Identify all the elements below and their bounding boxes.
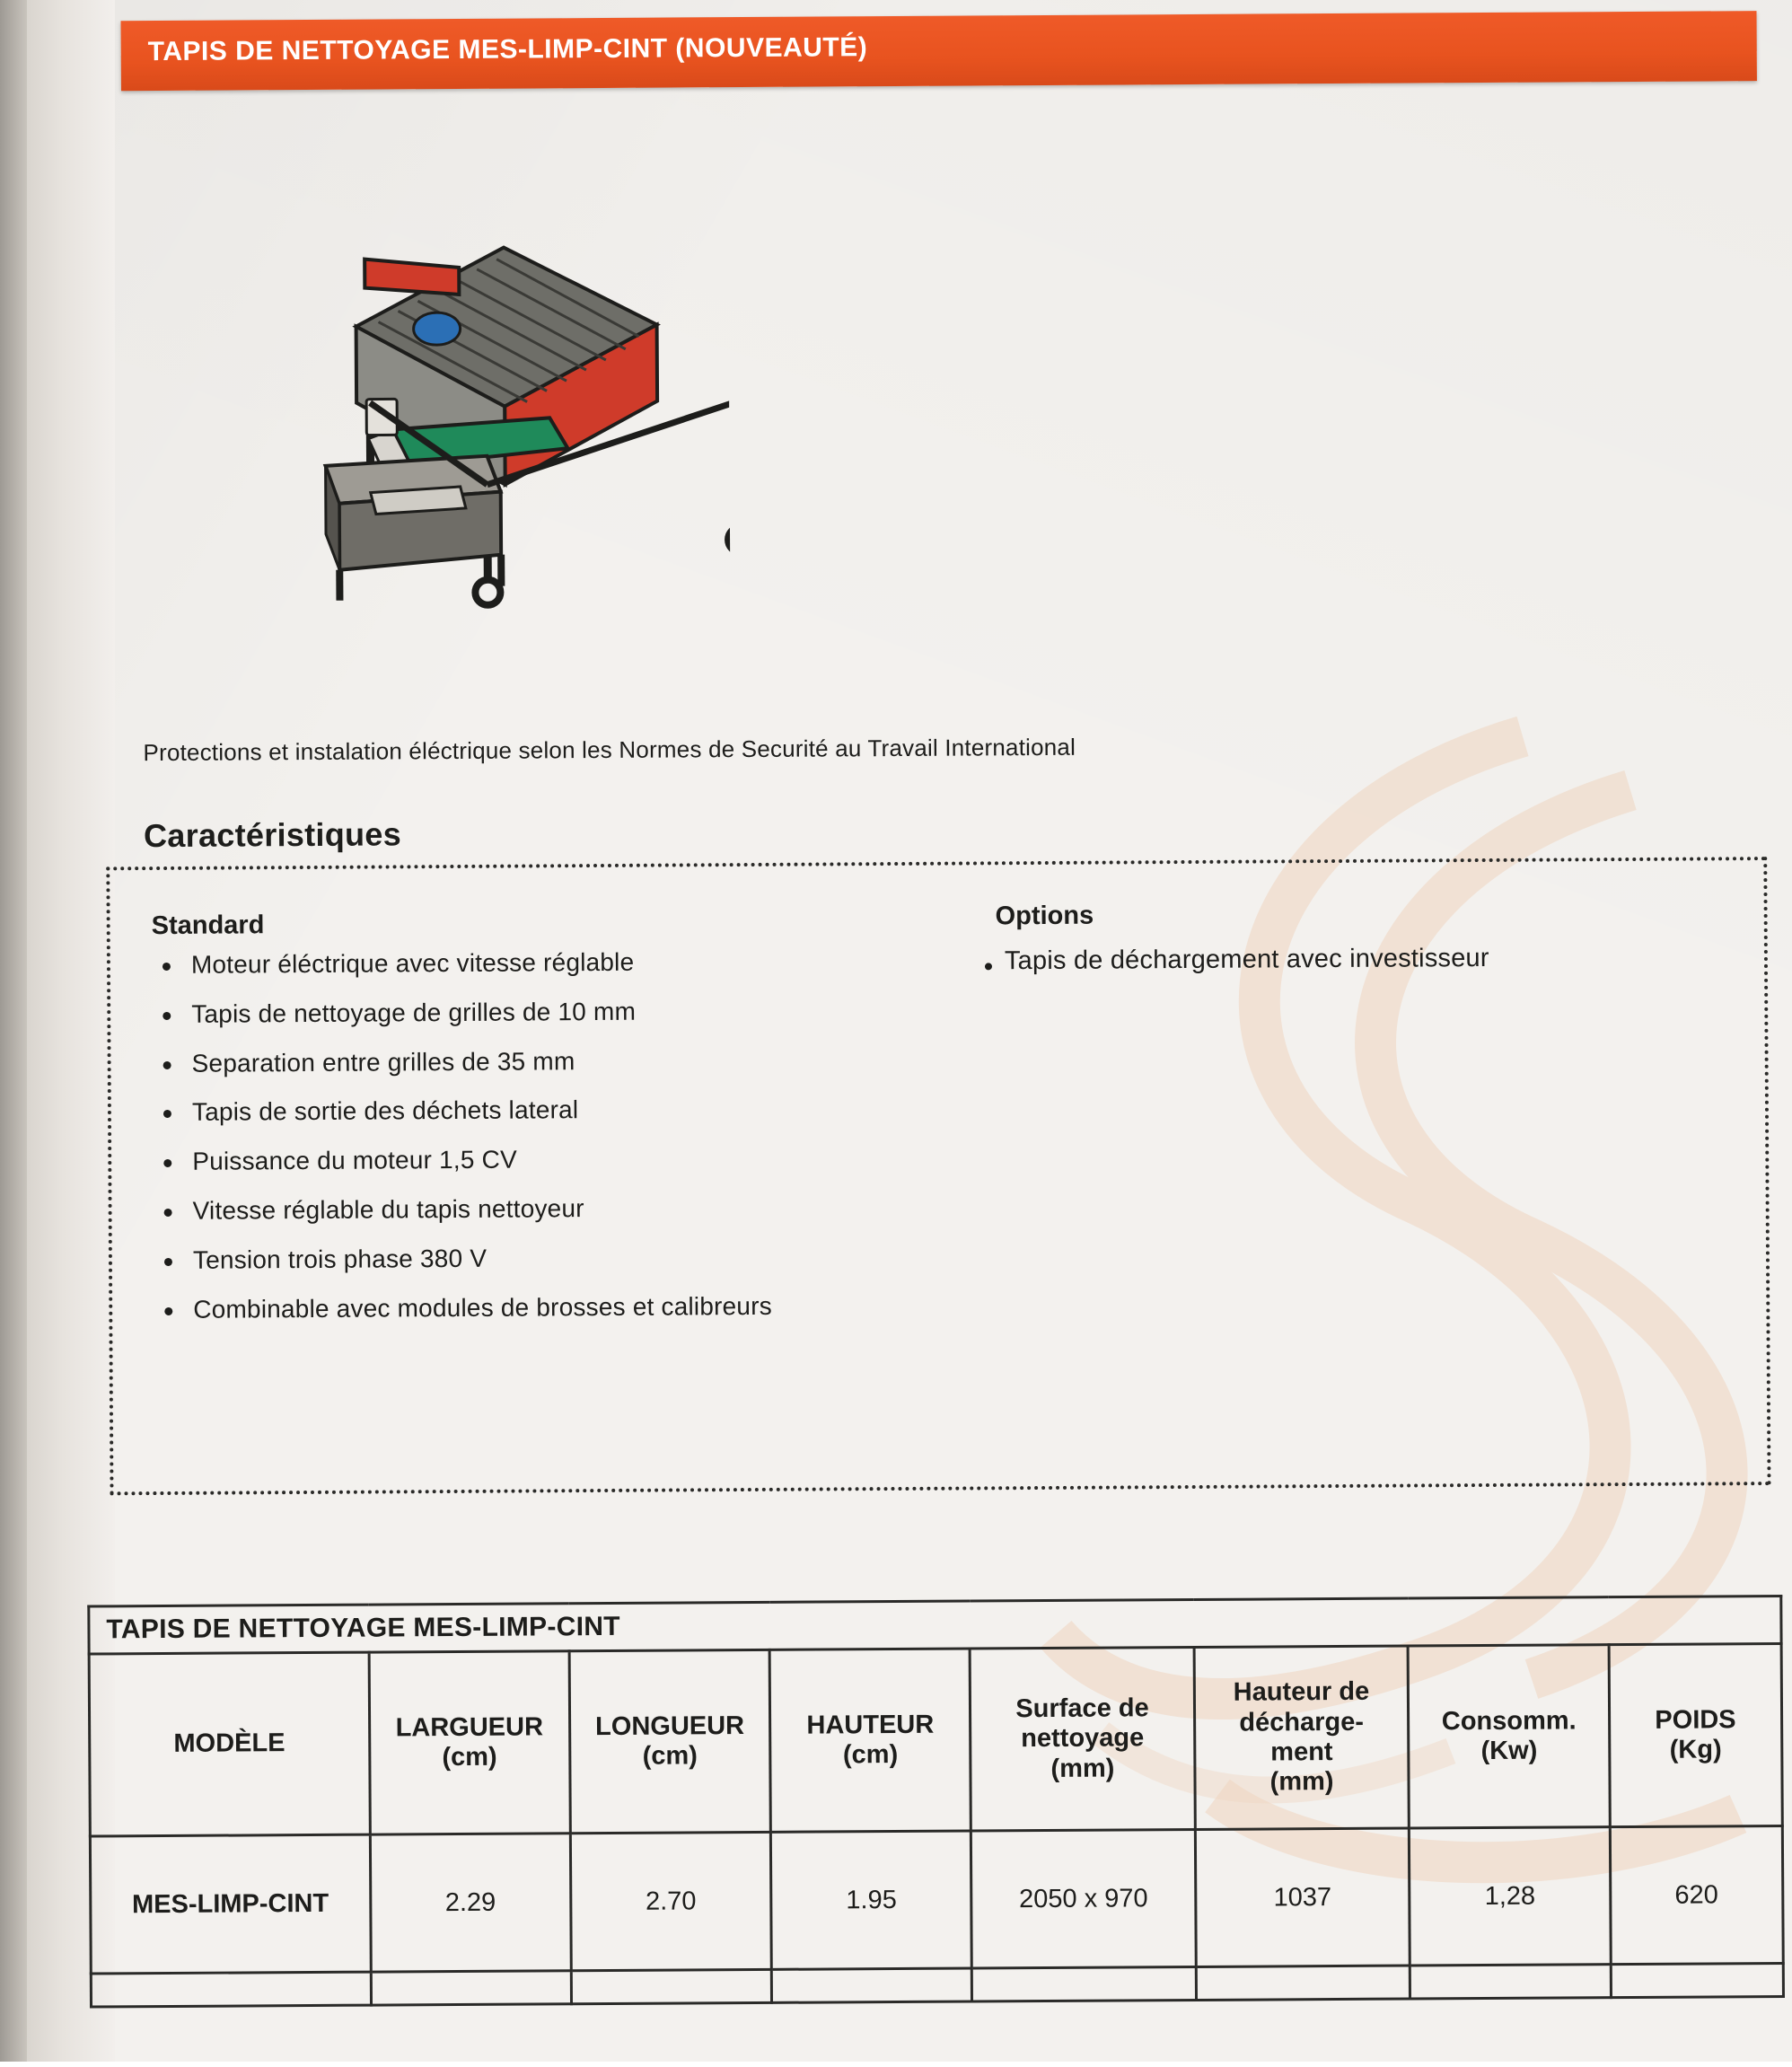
header-line: LONGUEUR — [571, 1711, 769, 1743]
cell-longueur: 2.70 — [570, 1832, 771, 1970]
safety-note: Protections et instalation éléctrique selon les Normes de Securité au Travail International — [143, 734, 1076, 767]
header-line: HAUTEUR — [771, 1710, 969, 1741]
col-header-consomm — [1409, 1645, 1611, 1828]
header-line: Surface de — [971, 1693, 1192, 1725]
col-header-modele — [89, 1652, 370, 1836]
header-line-unit: (mm) — [1196, 1767, 1408, 1799]
list-item: Puissance du moteur 1,5 CV — [136, 1144, 909, 1176]
cell-consomm: 1,28 — [1410, 1827, 1611, 1966]
header-line-unit: (cm) — [571, 1741, 769, 1772]
col-header-hauteur — [769, 1649, 971, 1832]
cell-empty — [771, 1968, 972, 2002]
list-item: Tension trois phase 380 V — [137, 1243, 909, 1275]
list-item: Vitesse réglable du tapis nettoyeur — [137, 1193, 909, 1226]
table-header-row — [89, 1643, 1782, 1836]
col-header-poids — [1609, 1643, 1782, 1826]
cell-surface-nettoyage: 2050 x 970 — [971, 1829, 1196, 1968]
header-line: LARGUEUR — [371, 1712, 568, 1744]
col-header-largueur — [369, 1651, 571, 1834]
list-item: Separation entre grilles de 35 mm — [136, 1046, 909, 1078]
list-item: Combinable avec modules de brosses et calibreurs — [137, 1291, 909, 1324]
cell-hauteur-dechargement: 1037 — [1195, 1828, 1410, 1966]
list-item: Moteur éléctrique avec vitesse réglable — [136, 947, 908, 980]
standard-feature-list — [136, 947, 910, 1346]
options-column-title: Options — [996, 902, 1094, 932]
list-item: Tapis de déchargement avec investisseur — [979, 943, 1662, 977]
header-line-unit: (Kg) — [1611, 1735, 1780, 1765]
page-header-bar — [121, 11, 1757, 91]
header-line: POIDS — [1611, 1705, 1780, 1736]
col-header-hauteur-dechargement — [1194, 1646, 1410, 1829]
header-line-unit: (mm) — [972, 1754, 1193, 1785]
cell-largueur: 2.29 — [370, 1834, 571, 1972]
header-line-unit: (cm) — [771, 1740, 969, 1772]
options-list — [979, 943, 1662, 977]
header-line: nettoyage — [972, 1723, 1193, 1755]
table-caption: TAPIS DE NETTOYAGE MES-LIMP-CINT — [89, 1596, 1781, 1654]
cell-poids: 620 — [1610, 1825, 1783, 1964]
product-illustration — [189, 131, 731, 691]
cell-modele: MES-LIMP-CINT — [90, 1834, 370, 1974]
list-item: Tapis de sortie des déchets lateral — [136, 1095, 909, 1127]
cell-empty — [371, 1971, 572, 2005]
spec-table-wrapper — [87, 1595, 1785, 2009]
header-line: Hauteur de — [1195, 1677, 1407, 1709]
cell-empty — [1611, 1963, 1783, 1997]
cell-empty — [571, 1969, 772, 2003]
header-line: décharge- — [1196, 1707, 1408, 1738]
header-line: MODÈLE — [91, 1728, 368, 1760]
standard-column-title: Standard — [152, 910, 265, 941]
col-header-surface-nettoyage — [970, 1647, 1194, 1831]
table-row — [90, 1825, 1783, 1974]
cell-hauteur: 1.95 — [770, 1831, 971, 1969]
cell-empty — [972, 1966, 1196, 2001]
list-item: Tapis de nettoyage de grilles de 10 mm — [136, 997, 908, 1029]
header-line-unit: (Kw) — [1410, 1736, 1608, 1767]
cell-empty — [1196, 1966, 1410, 2000]
cell-empty — [1410, 1965, 1612, 1999]
header-line-unit: (cm) — [371, 1742, 568, 1773]
cell-empty — [91, 1972, 371, 2007]
section-title-caracteristiques: Caractéristiques — [144, 815, 401, 855]
header-line: ment — [1196, 1737, 1408, 1769]
spec-table — [87, 1595, 1785, 2009]
col-header-longueur — [569, 1649, 771, 1833]
header-line: Consomm. — [1410, 1706, 1607, 1737]
page-title: TAPIS DE NETTOYAGE MES-LIMP-CINT (NOUVEAUTÉ) — [148, 32, 868, 67]
